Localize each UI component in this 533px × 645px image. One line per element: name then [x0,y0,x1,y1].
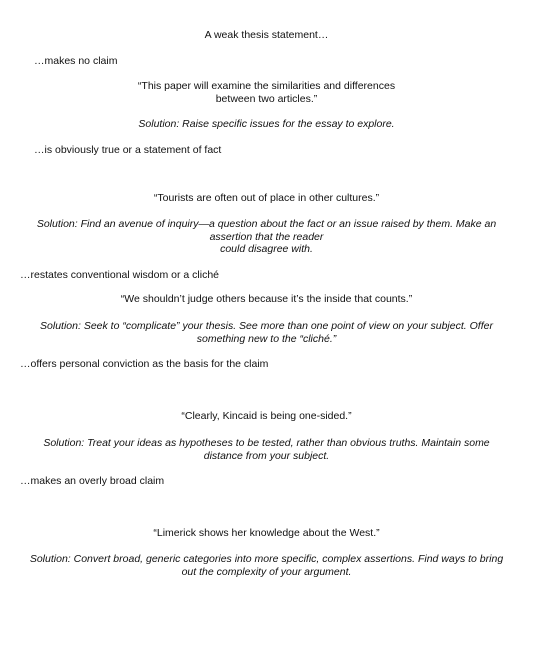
solution-text [0,553,533,578]
solution-line: Solution: Treat your ideas as hypotheses to be tested, rather than obvious truths. Maintain some [43,437,490,449]
section-heading-personal-conviction: …offers personal conviction as the basis for the claim [20,358,269,370]
example-line: “Tourists are often out of place in other cultures.” [153,192,380,204]
solution-line: assertion that the reader [209,230,324,243]
example-line: “Clearly, Kincaid is being one-sided.” [181,410,352,422]
solution-text [0,118,533,131]
example-quote [0,192,533,205]
example-line: “We shouldn’t judge others because it’s the inside that counts.” [120,293,413,305]
example-line: “This paper will examine the similarities and differences [137,80,396,92]
solution-line: Solution: Seek to “complicate” your thesis. See more than one point of view on your subject. Offer [40,320,493,332]
example-quote [0,293,533,306]
example-line: between two articles.” [215,92,318,105]
section-heading-overly-broad: …makes an overly broad claim [20,475,165,487]
solution-line: something new to the “cliché.” [196,332,337,345]
solution-line: out the complexity of your argument. [181,565,352,578]
example-line: “Limerick shows her knowledge about the West.” [153,527,380,539]
solution-text [0,437,533,462]
solution-text [0,320,533,345]
solution-line: Solution: Raise specific issues for the essay to explore. [138,118,395,130]
solution-line: distance from your subject. [203,449,330,462]
section-heading-obviously-true: …is obviously true or a statement of fact [34,144,222,156]
section-heading-conventional-wisdom: …restates conventional wisdom or a cliché [20,269,220,281]
solution-line: Solution: Convert broad, generic categories into more specific, complex assertions. Find ways to bring [29,553,504,565]
solution-line: could disagree with. [220,243,313,255]
page-title: A weak thesis statement… [204,29,329,41]
solution-line: Solution: Find an avenue of inquiry—a question about the fact or an issue raised by them. Make an [36,218,497,230]
example-quote [0,410,533,423]
example-quote [0,80,533,105]
solution-text [0,218,533,256]
example-quote [0,527,533,540]
section-heading-makes-no-claim: …makes no claim [34,55,118,67]
